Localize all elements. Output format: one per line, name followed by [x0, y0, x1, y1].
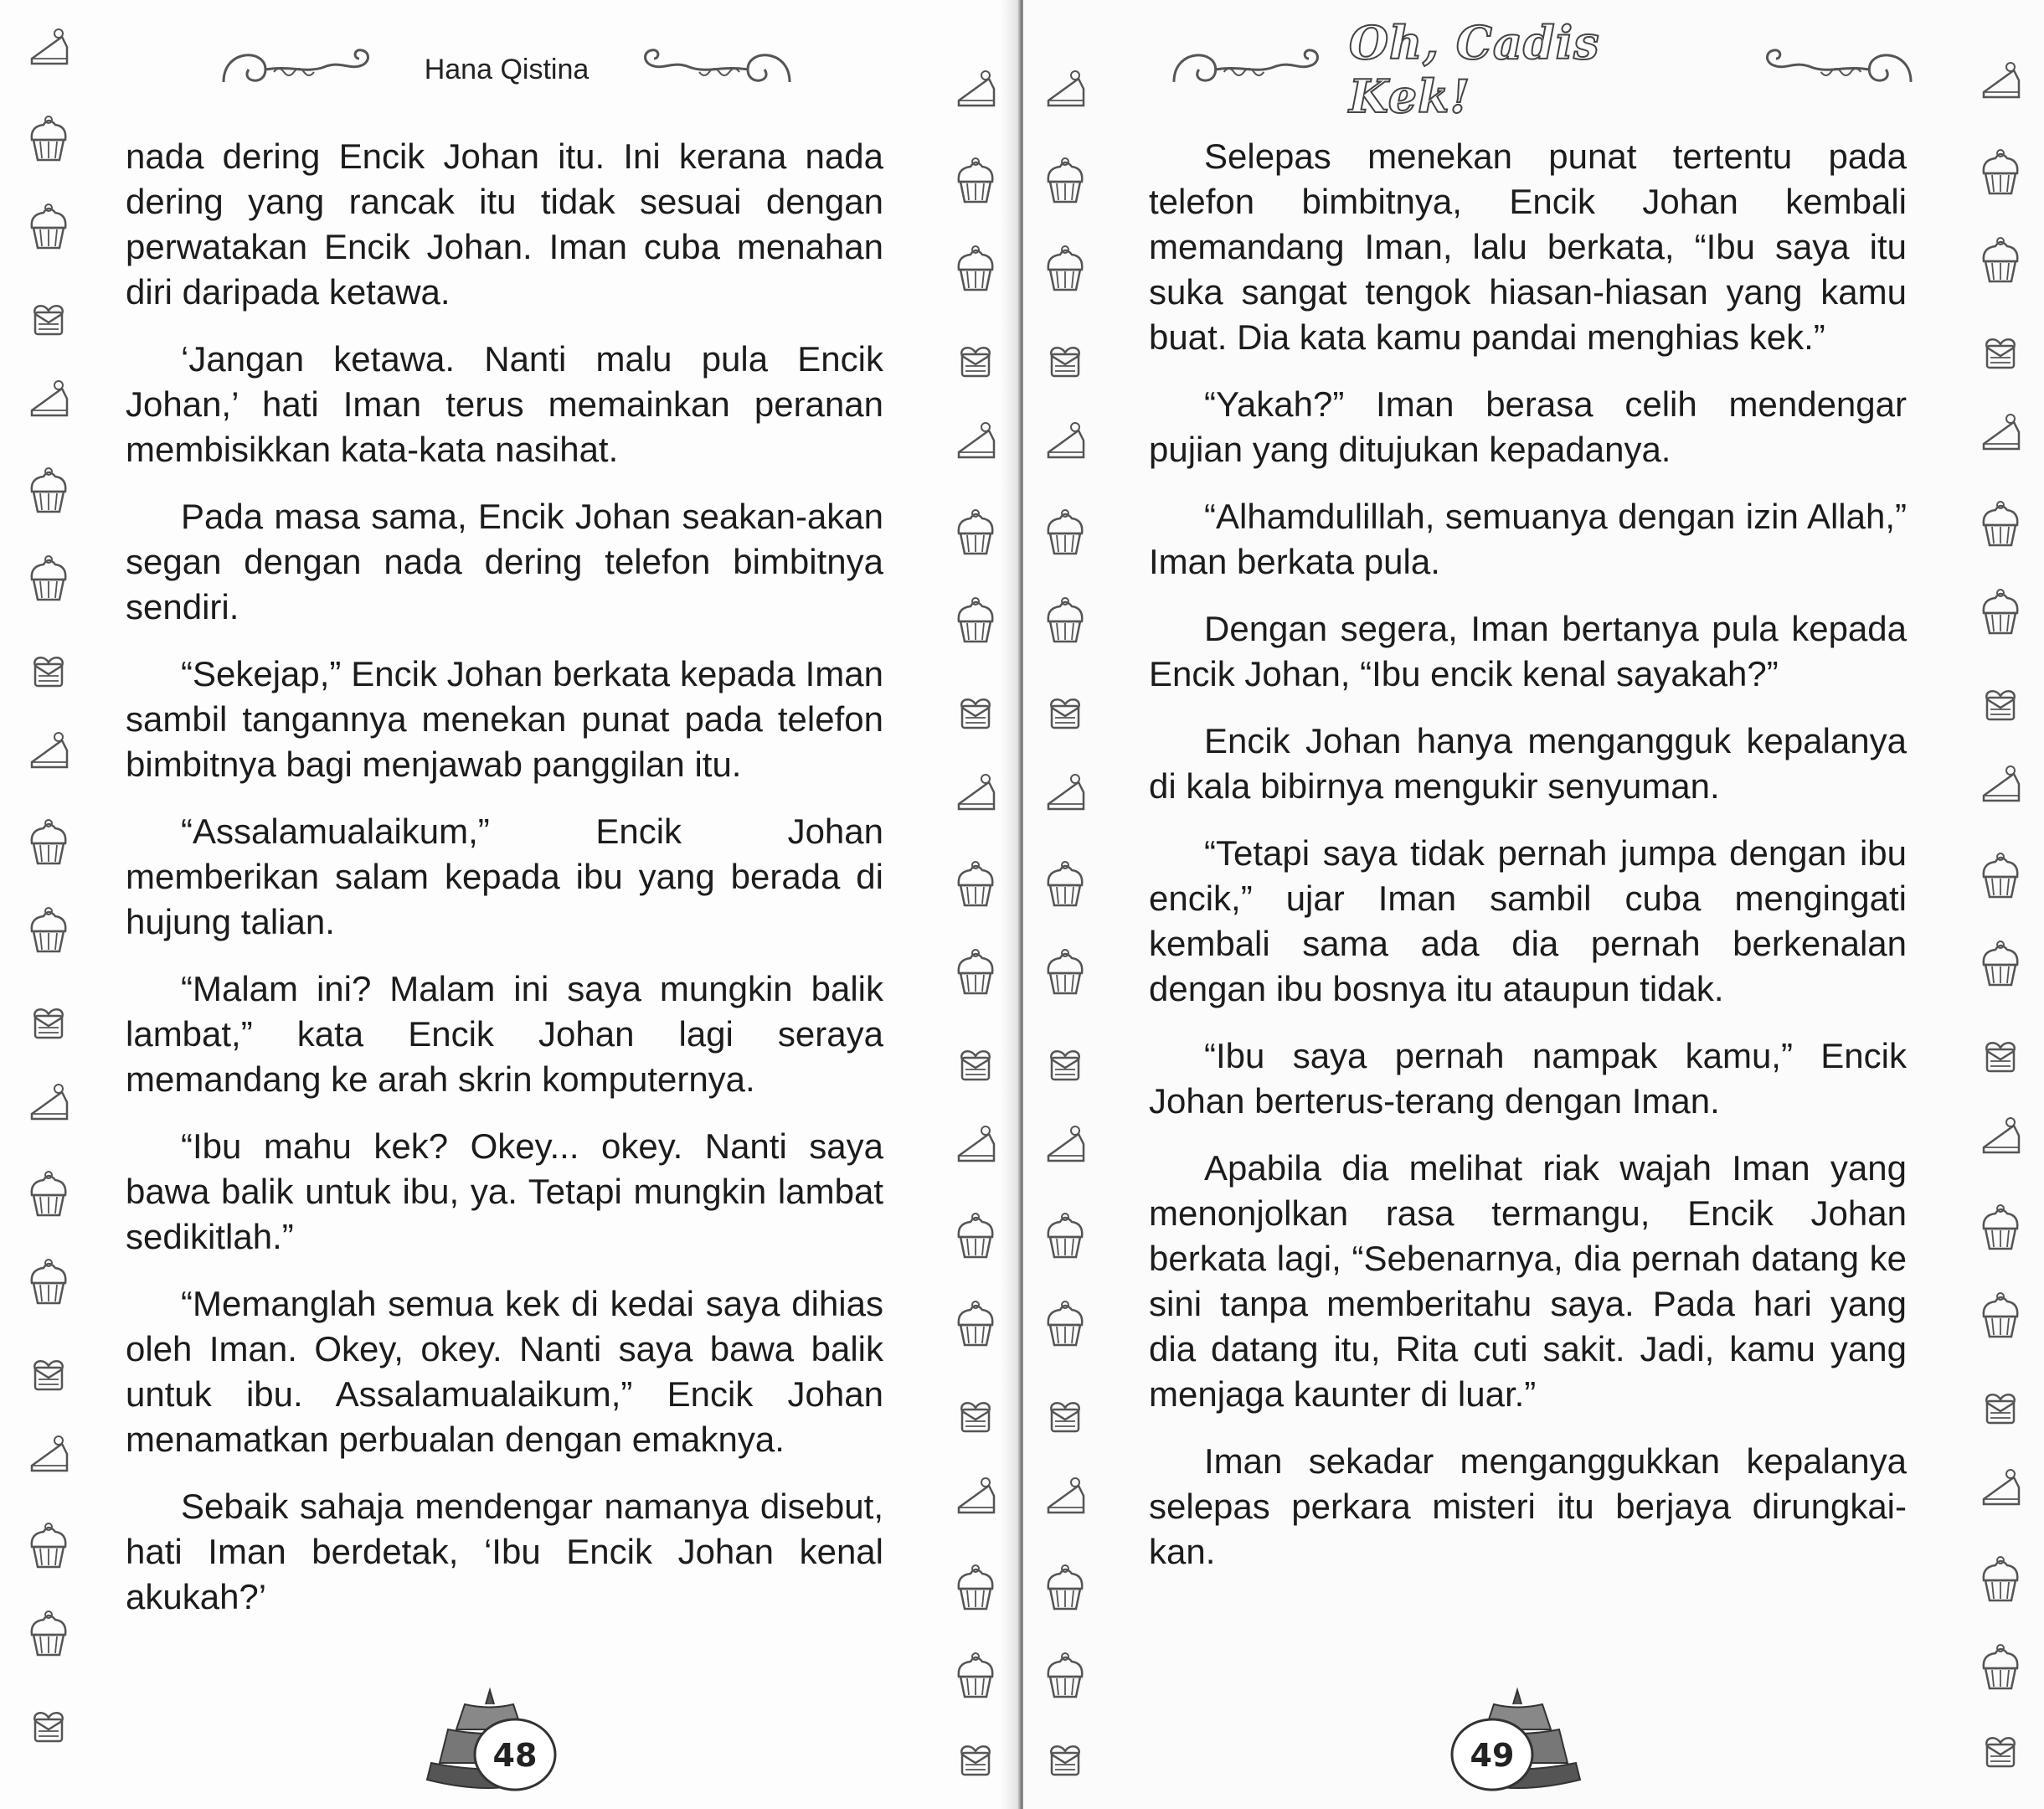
right-running-head: [1166, 16, 1919, 123]
book-title: Oh, Cadis Kek!: [1348, 16, 1600, 123]
page-number-text: 49: [1470, 1737, 1515, 1774]
cupcake-border-icon: [0, 0, 75, 1809]
cupcake-border-icon: [1023, 0, 1099, 1809]
left-outer-border: [0, 0, 75, 1809]
paragraph: “Memanglah semua kek di kedai saya dihias oleh Iman. Okey, okey. Nanti saya bawa balik untuk ibu. Assalamualaikum,” Encik Johan menamatkan perbualan dengan emaknya.: [126, 1284, 883, 1459]
author-name: Hana Qistina: [424, 53, 590, 85]
right-outer-border: [1969, 0, 2044, 1809]
cupcake-border-icon: [1969, 0, 2044, 1809]
page-number-left: [414, 1683, 574, 1801]
paragraph: “Sekejap,” Encik Johan berkata kepada Iman sambil tangannya menekan punat pada telefon bimbitnya bagi menjawab panggilan itu.: [126, 654, 883, 784]
paragraph: “Tetapi saya tidak pernah jumpa dengan ibu encik,” ujar Iman sambil cuba mengingati kembali sama ada dia pernah berkenalan dengan ibu bosnya itu ataupun tidak.: [1149, 833, 1907, 1008]
swirl-ornament-icon: [639, 40, 798, 99]
left-body-text: [126, 134, 883, 1642]
paragraph: “Malam ini? Malam ini saya mungkin balik lambat,” kata Encik Johan lagi seraya memandang ke arah skrin komputernya.: [126, 969, 883, 1099]
paragraph: Pada masa sama, Encik Johan seakan-akan segan dengan nada dering telefon bimbitnya sendiri.: [126, 497, 883, 626]
swirl-ornament-icon: [215, 40, 374, 99]
paragraph: Dengan segera, Iman bertanya pula kepada Encik Johan, “Ibu encik kenal sayakah?”: [1149, 609, 1907, 693]
paragraph: ‘Jangan ketawa. Nanti malu pula Encik Johan,’ hati Iman terus memainkan peranan membisikkan kata-kata nasihat.: [126, 339, 883, 469]
paragraph: “Alhamdulillah, semuanya dengan izin Allah,” Iman berkata pula.: [1149, 497, 1907, 581]
cake-stand-icon: [414, 1683, 574, 1801]
page-number-text: 48: [492, 1737, 538, 1774]
left-running-head: [151, 32, 862, 107]
paragraph: Selepas menekan punat tertentu pada telefon bimbitnya, Encik Johan kembali memandang Iman, lalu berkata, “Ibu saya itu suka sangat tengok hiasan-hiasan yang kamu buat. Dia kata kamu pandai menghias kek.”: [1149, 137, 1907, 357]
paragraph: nada dering Encik Johan itu. Ini kerana nada dering yang rancak itu tidak sesuai dengan perwatakan Encik Johan. Iman cuba menahan diri daripada ketawa.: [126, 137, 883, 312]
swirl-ornament-icon: [1761, 40, 1919, 99]
right-body-text: [1149, 134, 1907, 1596]
paragraph: “Ibu saya pernah nampak kamu,” Encik Johan berterus-terang dengan Iman.: [1149, 1036, 1907, 1121]
paragraph: “Ibu mahu kek? Okey... okey. Nanti saya bawa balik untuk ibu, ya. Tetapi mungkin lambat sedikitlah.”: [126, 1126, 883, 1256]
page-number-right: [1434, 1683, 1593, 1801]
cake-stand-icon: [1434, 1683, 1593, 1801]
paragraph: Sebaik sahaja mendengar namanya disebut, hati Iman berdetak, ‘Ibu Encik Johan kenal akukah?’: [126, 1487, 883, 1616]
right-inner-border: [1023, 0, 1099, 1809]
right-page: [1023, 0, 2044, 1809]
paragraph: “Assalamualaikum,” Encik Johan memberikan salam kepada ibu yang berada di hujung talian.: [126, 812, 883, 941]
paragraph: Apabila dia melihat riak wajah Iman yang menonjolkan rasa termangu, Encik Johan berkata lagi, “Sebenarnya, dia pernah datang ke sini tanpa memberitahu saya. Pada hari yang dia datang itu, Rita cuti sakit. Jadi, kamu yang menjaga kaunter di luar.”: [1149, 1148, 1907, 1414]
paragraph: Iman sekadar menganggukkan kepalanya selepas perkara misteri itu berjaya dirungkai-kan.: [1149, 1441, 1907, 1571]
left-page: [0, 0, 1017, 1809]
paragraph: Encik Johan hanya mengangguk kepalanya di kala bibirnya mengukir senyuman.: [1149, 721, 1907, 806]
paragraph: “Yakah?” Iman berasa celih mendengar pujian yang ditujukan kepadanya.: [1149, 384, 1907, 469]
swirl-ornament-icon: [1166, 40, 1324, 99]
